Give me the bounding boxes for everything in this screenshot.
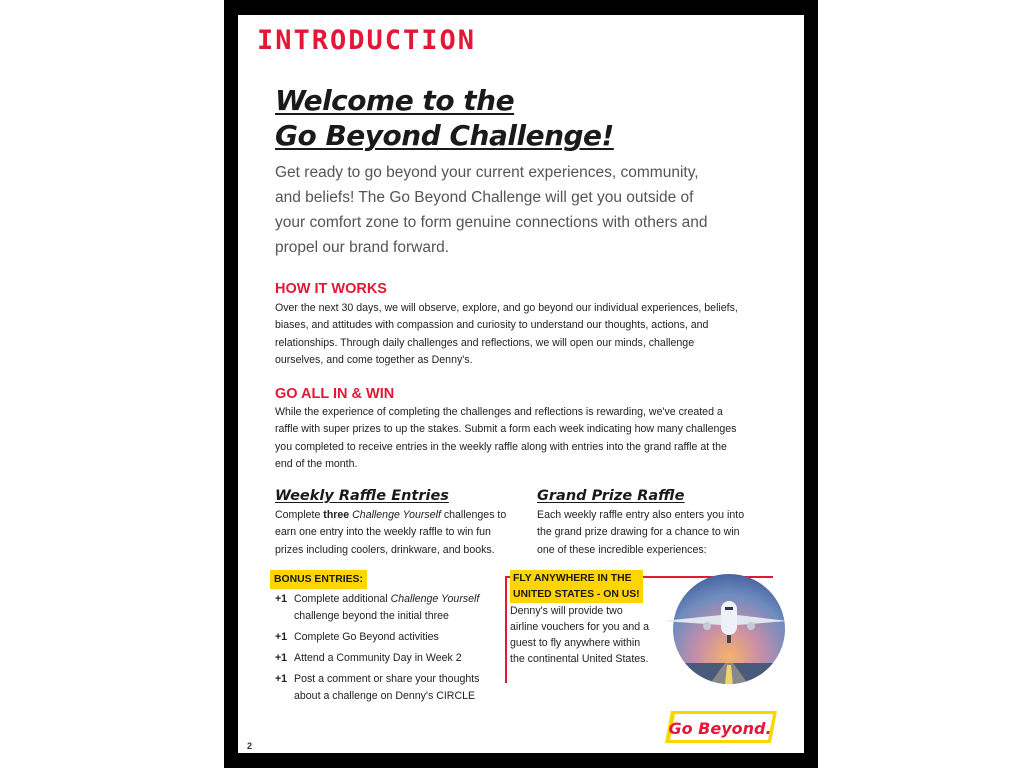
lead-paragraph: Get ready to go beyond your current experiences, community, and beliefs! The Go Beyond Challenge will get you outside of your comfort zone to form genuine connections with others and propel our brand forward.	[275, 164, 708, 256]
bonus-list	[275, 591, 505, 709]
weekly-text-italic: Challenge Yourself	[349, 509, 441, 521]
plus-one: +1	[275, 673, 288, 685]
grand-prize-heading: Grand Prize Raffle	[537, 488, 685, 504]
plus-one: +1	[275, 652, 288, 664]
fly-anywhere-badge: FLY ANYWHERE IN THE UNITED STATES - ON US!	[510, 570, 643, 603]
plus-one: +1	[275, 631, 288, 643]
weekly-text-post: challenges to earn one entry into the weekly raffle to win fun prizes including coolers, drinkware, and books.	[275, 509, 507, 556]
list-item	[275, 591, 505, 625]
fly-anywhere-body: Denny's will provide two airline vouchers for you and a guest to fly anywhere within the continental United States.	[510, 605, 649, 665]
weekly-text-bold: three	[323, 509, 350, 521]
weekly-raffle-body	[275, 507, 510, 559]
airplane-photo	[663, 573, 788, 685]
go-all-in-heading: GO ALL IN & WIN	[275, 386, 395, 402]
bonus-entries-badge: BONUS ENTRIES:	[270, 570, 367, 589]
list-item	[275, 650, 505, 667]
bonus-item-text: Attend a Community Day in Week 2	[294, 652, 462, 664]
page-number: 2	[247, 741, 253, 751]
grand-prize-body: Each weekly raffle entry also enters you into the grand prize drawing for a chance to win one of these incredible experiences:	[537, 509, 745, 556]
accent-line-vertical	[505, 576, 507, 683]
decorative-stripes	[293, 727, 643, 753]
go-all-in-body: While the experience of completing the challenges and reflections is rewarding, we've created a raffle with super prizes to up the stakes. Submit a form each week indicating how many challenges you completed to receive entries in the weekly raffle along with entries into the grand raffle at the end of the month.	[275, 406, 737, 470]
list-item	[275, 671, 505, 705]
weekly-raffle-heading: Weekly Raffle Entries	[275, 488, 449, 504]
document-page	[238, 15, 804, 753]
title-line-1: Welcome to the	[275, 84, 515, 117]
section-title: INTRODUCTION	[257, 25, 477, 56]
how-it-works-body: Over the next 30 days, we will observe, explore, and go beyond our individual experiences, beliefs, biases, and attitudes with compassion and curiosity to understand our thoughts, actions, and relationships. Through daily challenges and reflections, we will open our minds, challenge ourselves, and come together as Denny's.	[275, 302, 738, 366]
page-title	[275, 83, 614, 153]
list-item	[275, 629, 505, 646]
how-it-works-heading: HOW IT WORKS	[275, 281, 387, 297]
bonus-item-text: Complete additional Challenge Yourself challenge beyond the initial three	[294, 593, 480, 622]
bonus-item-text: Complete Go Beyond activities	[294, 631, 439, 643]
bonus-item-text: Post a comment or share your thoughts about a challenge on Denny's CIRCLE	[294, 673, 480, 702]
title-line-2: Go Beyond Challenge!	[275, 119, 614, 152]
go-beyond-logo	[665, 709, 777, 745]
logo-text: Go Beyond.	[668, 719, 772, 738]
weekly-text-pre: Complete	[275, 509, 324, 521]
plus-one: +1	[275, 593, 288, 605]
